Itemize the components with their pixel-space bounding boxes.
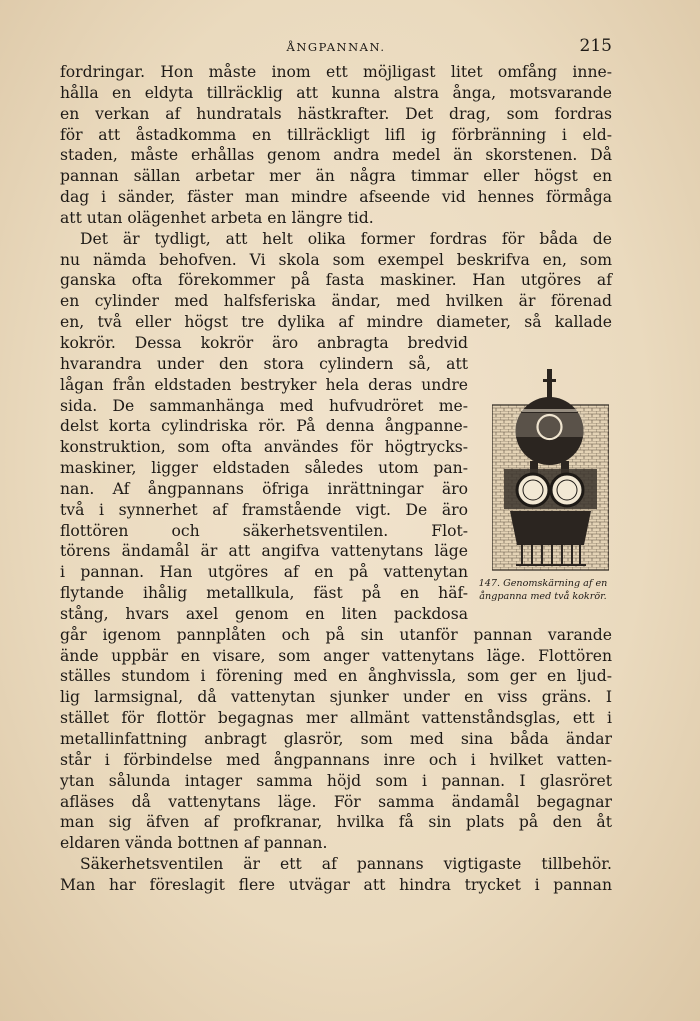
text-line: delst korta cylindriska rör. På denna ångpanne- [60, 417, 468, 436]
text-line: en verkan af hundratals hästkrafter. Det drag, som fordras [60, 104, 612, 123]
running-title: ÅNGPANNAN. [286, 40, 386, 54]
text-line: konstruktion, som ofta användes för högtrycks- [60, 438, 468, 457]
text-line: flottören och säkerhetsventilen. Flot- [60, 521, 468, 540]
text-line: sida. De sammanhänga med hufvudröret me- [60, 396, 468, 415]
text-line: Det är tydligt, att helt olika former fordras för båda de [80, 229, 612, 248]
text-line: stång, hvars axel genom en liten packdosa [60, 604, 468, 623]
text-line: ganska ofta förekommer på fasta maskiner. Han utgöres af [60, 271, 612, 290]
figure-caption [474, 578, 612, 603]
text-line: hvarandra under den stora cylindern så, att [60, 354, 468, 373]
caption-number: 147. [478, 578, 501, 589]
text-line: Säkerhetsventilen är ett af pannans vigtigaste tillbehör. [80, 855, 612, 874]
text-line: i pannan. Han utgöres af en på vattenytan [60, 563, 468, 582]
page-header [60, 36, 612, 58]
text-line: att utan olägenhet arbeta en längre tid. [60, 208, 374, 227]
text-line: staden, måste erhållas genom andra medel än skorstenen. Då [60, 146, 612, 165]
text-line: maskiner, ligger eldstaden således utom pan- [60, 459, 468, 478]
text-line: hålla en eldyta tillräcklig att kunna alstra ånga, motsvarande [60, 83, 612, 102]
text-line: lig larmsignal, då vattenytan sjunker under en viss gräns. I [60, 688, 612, 707]
text-line: dag i sänder, fäster man mindre afseende vid hennes förmåga [60, 188, 612, 207]
text-line: stället för flottör begagnas mer allmänt vattenståndsglas, ett i [60, 709, 612, 728]
text-line: törens ändamål är att angifva vattenytans läge [60, 542, 468, 561]
text-line: går igenom pannplåten och på sin utanför pannan varande [60, 625, 612, 644]
text-line: en cylinder med halfsferiska ändar, med hvilken är förenad [60, 292, 612, 311]
text-line: man sig äfven af profkranar, hvilka få sin plats på den åt [60, 813, 612, 832]
text-line: nu nämda behofven. Vi skola som exempel beskrifva en, som [60, 250, 612, 269]
text-line: ytan sålunda intager samma höjd som i pannan. I glasröret [60, 771, 612, 790]
text-line: eldaren vända bottnen af pannan. [60, 834, 328, 853]
text-line: Man har föreslagit flere utvägar att hindra trycket i pannan [60, 875, 612, 894]
text-line: ställes stundom i förening med en ånghvissla, som ger en ljud- [60, 667, 612, 686]
text-line: afläses då vattenytans läge. För samma ändamål begagnar [60, 792, 612, 811]
text-line: fordringar. Hon måste inom ett möjligast litet omfång inne- [60, 63, 612, 81]
boiler-cross-section-figure [492, 369, 609, 574]
text-line: kokrör. Dessa kokrör äro anbragta bredvid [60, 333, 468, 352]
text-line: ände uppbär en visare, som anger vattenytans läge. Flottören [60, 646, 612, 665]
page-number: 215 [579, 36, 612, 56]
text-line: flytande ihålig metallkula, fäst på en häf- [60, 584, 468, 603]
text-line: lågan från eldstaden bestryker hela deras undre [60, 375, 468, 394]
text-line: metallinfattning anbragt glasrör, som med sina båda ändar [60, 730, 612, 748]
text-line: pannan sällan arbetar mer än några timmar eller högst en [60, 167, 612, 186]
text-line: nan. Af ångpannans öfriga inrättningar äro [60, 479, 468, 498]
text-line: en, två eller högst tre dylika af mindre diameter, så kallade [60, 313, 612, 332]
text-line: för att åstadkomma en tillräckligt lifl ig förbränning i eld- [60, 125, 612, 144]
text-line: två i synnerhet af framstående vigt. De äro [60, 500, 468, 519]
text-line: står i förbindelse med ångpannans inre och i hvilket vatten- [60, 750, 612, 769]
caption-text: Genomskärning af en ångpanna med två kokrör. [479, 578, 608, 602]
boiler-illustration [492, 369, 609, 574]
